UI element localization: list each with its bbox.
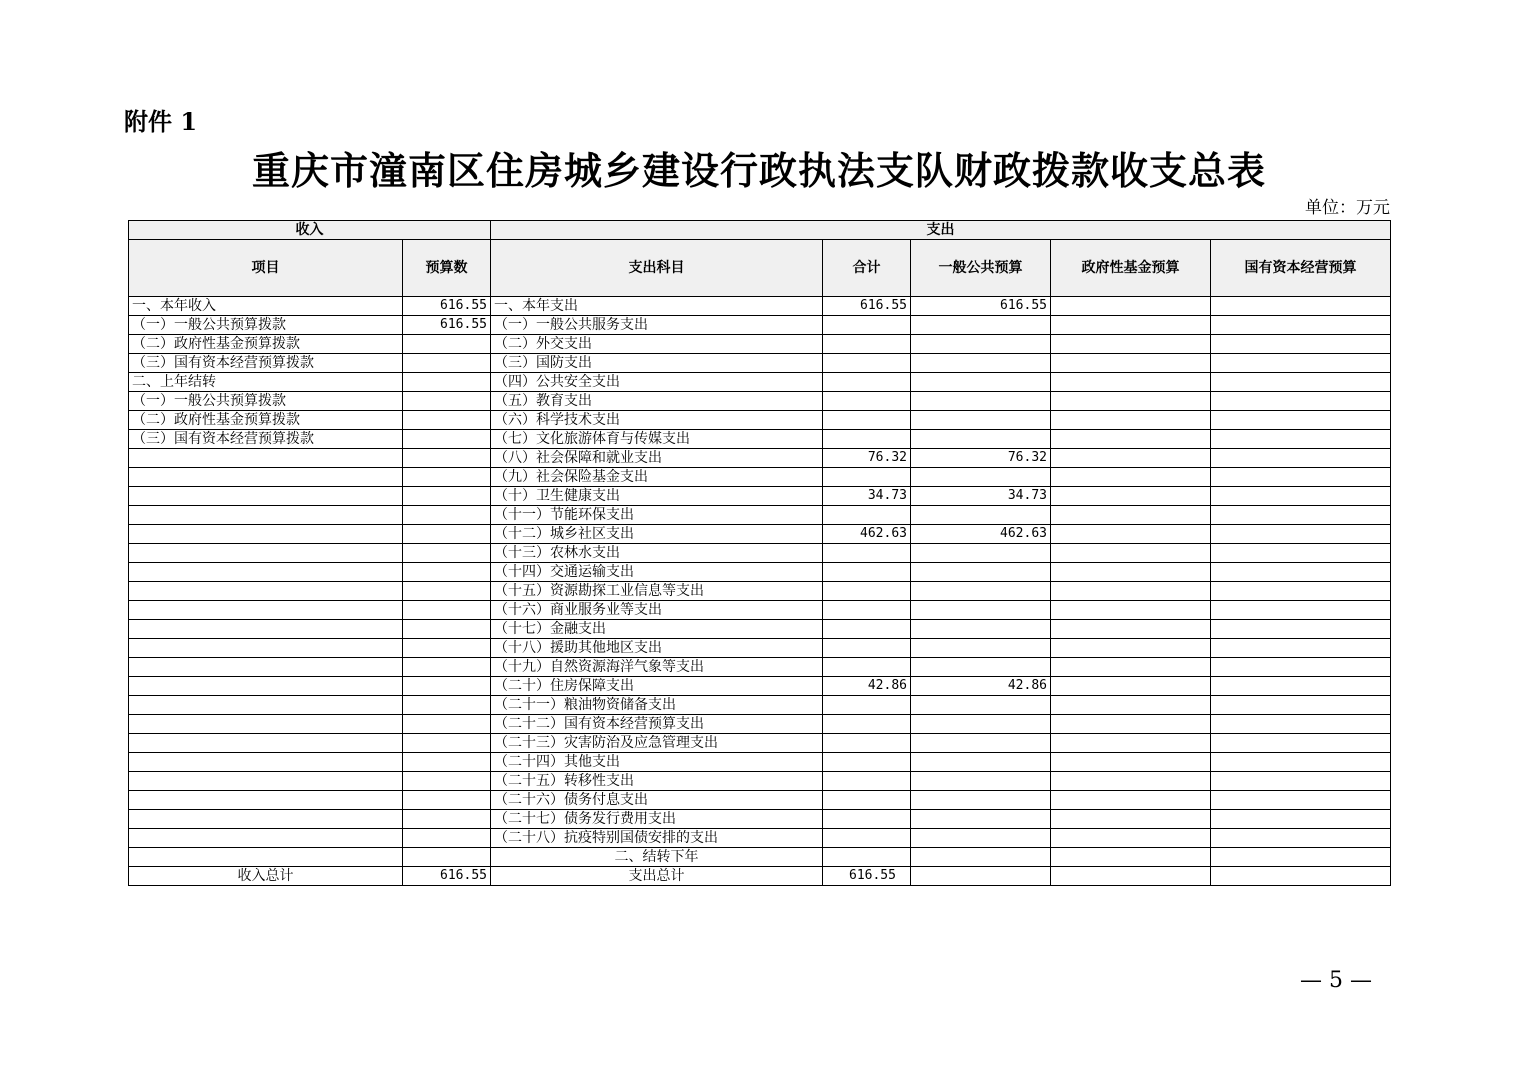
row-general (911, 639, 1051, 658)
row-capital (1211, 677, 1391, 696)
row-capital (1211, 563, 1391, 582)
page-number: — 5 — (1300, 968, 1372, 993)
row-capital (1211, 392, 1391, 411)
row-general (911, 544, 1051, 563)
row-total (823, 601, 911, 620)
header-row-groups (129, 221, 1391, 240)
row-fund (1051, 677, 1211, 696)
row-total (823, 468, 911, 487)
table-row (129, 373, 1391, 392)
row-subject: （二十七）债务发行费用支出 (491, 810, 823, 829)
table-row (129, 639, 1391, 658)
row-fund (1051, 753, 1211, 772)
row-subject: （九）社会保险基金支出 (491, 468, 823, 487)
table-row (129, 658, 1391, 677)
row-general (911, 791, 1051, 810)
row-budget (403, 449, 491, 468)
row-general (911, 392, 1051, 411)
row-total (823, 544, 911, 563)
row-general (911, 696, 1051, 715)
row-subject: （三）国防支出 (491, 354, 823, 373)
row-capital (1211, 411, 1391, 430)
row-budget (403, 601, 491, 620)
table-row (129, 715, 1391, 734)
row-fund (1051, 316, 1211, 335)
row-total (823, 563, 911, 582)
row-budget (403, 544, 491, 563)
row-capital (1211, 791, 1391, 810)
row-general (911, 753, 1051, 772)
row-fund (1051, 601, 1211, 620)
row-general (911, 582, 1051, 601)
row-total (823, 392, 911, 411)
table-row (129, 411, 1391, 430)
row-capital (1211, 658, 1391, 677)
row-total: 42.86 (823, 677, 911, 696)
row-fund (1051, 506, 1211, 525)
unit-label: 单位：万元 (1305, 198, 1390, 218)
row-fund (1051, 715, 1211, 734)
row-total (823, 791, 911, 810)
row-general (911, 316, 1051, 335)
row-budget (403, 582, 491, 601)
row-item (129, 658, 403, 677)
row-general (911, 506, 1051, 525)
row-item (129, 563, 403, 582)
row-item (129, 620, 403, 639)
row-budget (403, 696, 491, 715)
row-total (823, 734, 911, 753)
row-budget: 616.55 (403, 316, 491, 335)
row-subject: （十四）交通运输支出 (491, 563, 823, 582)
row-budget (403, 772, 491, 791)
row-general: 34.73 (911, 487, 1051, 506)
row-subject: （十七）金融支出 (491, 620, 823, 639)
row-fund (1051, 582, 1211, 601)
row-item (129, 848, 403, 867)
row-capital (1211, 449, 1391, 468)
row-total: 616.55 (823, 867, 911, 886)
row-item (129, 696, 403, 715)
row-fund (1051, 354, 1211, 373)
table-body (129, 297, 1391, 886)
row-budget (403, 639, 491, 658)
header-general-budget: 一般公共预算 (911, 240, 1051, 297)
carry-forward-row (129, 848, 1391, 867)
row-budget (403, 715, 491, 734)
row-subject: （七）文化旅游体育与传媒支出 (491, 430, 823, 449)
table-row (129, 449, 1391, 468)
row-fund (1051, 411, 1211, 430)
header-row-columns (129, 240, 1391, 297)
table-row (129, 601, 1391, 620)
row-general (911, 867, 1051, 886)
row-total (823, 810, 911, 829)
row-capital (1211, 601, 1391, 620)
row-total (823, 753, 911, 772)
row-total (823, 772, 911, 791)
table-row (129, 392, 1391, 411)
row-capital (1211, 582, 1391, 601)
table-row (129, 677, 1391, 696)
header-state-capital-budget: 国有资本经营预算 (1211, 240, 1391, 297)
row-item: 二、上年结转 (129, 373, 403, 392)
row-total (823, 335, 911, 354)
row-fund (1051, 297, 1211, 316)
row-item: 收入总计 (129, 867, 403, 886)
row-capital (1211, 316, 1391, 335)
row-capital (1211, 468, 1391, 487)
table-row (129, 620, 1391, 639)
row-general: 616.55 (911, 297, 1051, 316)
row-general (911, 658, 1051, 677)
row-budget (403, 563, 491, 582)
row-budget: 616.55 (403, 297, 491, 316)
row-general (911, 354, 1051, 373)
row-total (823, 582, 911, 601)
table-row (129, 544, 1391, 563)
row-subject: （十九）自然资源海洋气象等支出 (491, 658, 823, 677)
row-capital (1211, 354, 1391, 373)
row-budget (403, 677, 491, 696)
row-subject: （二十一）粮油物资储备支出 (491, 696, 823, 715)
row-total (823, 658, 911, 677)
attachment-label: 附件 1 (124, 107, 198, 136)
row-item (129, 468, 403, 487)
row-fund (1051, 335, 1211, 354)
table-row (129, 582, 1391, 601)
row-fund (1051, 525, 1211, 544)
table-row (129, 563, 1391, 582)
table-row (129, 316, 1391, 335)
row-budget (403, 506, 491, 525)
row-subject: 一、本年支出 (491, 297, 823, 316)
row-fund (1051, 373, 1211, 392)
row-item (129, 734, 403, 753)
table-row (129, 791, 1391, 810)
row-fund (1051, 829, 1211, 848)
row-budget (403, 810, 491, 829)
table-row (129, 297, 1391, 316)
row-total (823, 506, 911, 525)
row-total: 76.32 (823, 449, 911, 468)
table-row (129, 829, 1391, 848)
row-subject: （十八）援助其他地区支出 (491, 639, 823, 658)
row-item (129, 449, 403, 468)
row-budget (403, 734, 491, 753)
row-total: 616.55 (823, 297, 911, 316)
row-total (823, 829, 911, 848)
row-general (911, 411, 1051, 430)
row-subject: （十三）农林水支出 (491, 544, 823, 563)
row-budget (403, 620, 491, 639)
row-subject: （六）科学技术支出 (491, 411, 823, 430)
row-general (911, 468, 1051, 487)
row-fund (1051, 487, 1211, 506)
row-item (129, 772, 403, 791)
row-item: （二）政府性基金预算拨款 (129, 335, 403, 354)
row-total (823, 316, 911, 335)
table-row (129, 468, 1391, 487)
row-subject: （十二）城乡社区支出 (491, 525, 823, 544)
row-item (129, 829, 403, 848)
page-title: 重庆市潼南区住房城乡建设行政执法支队财政拨款收支总表 (251, 148, 1266, 193)
table-row (129, 335, 1391, 354)
row-item (129, 810, 403, 829)
row-item (129, 677, 403, 696)
table-row (129, 487, 1391, 506)
row-capital (1211, 753, 1391, 772)
header-gov-fund-budget: 政府性基金预算 (1051, 240, 1211, 297)
row-general (911, 335, 1051, 354)
row-item (129, 582, 403, 601)
row-capital (1211, 772, 1391, 791)
row-capital (1211, 525, 1391, 544)
row-capital (1211, 506, 1391, 525)
header-expense-subject: 支出科目 (491, 240, 823, 297)
row-budget (403, 829, 491, 848)
row-general (911, 430, 1051, 449)
row-general (911, 715, 1051, 734)
row-general (911, 734, 1051, 753)
row-item: （二）政府性基金预算拨款 (129, 411, 403, 430)
row-fund (1051, 430, 1211, 449)
row-budget (403, 525, 491, 544)
row-budget (403, 411, 491, 430)
row-capital (1211, 430, 1391, 449)
row-item: （三）国有资本经营预算拨款 (129, 430, 403, 449)
row-fund (1051, 696, 1211, 715)
row-capital (1211, 829, 1391, 848)
table-row (129, 810, 1391, 829)
row-fund (1051, 848, 1211, 867)
budget-table (128, 220, 1391, 886)
row-total (823, 715, 911, 734)
totals-row (129, 867, 1391, 886)
row-fund (1051, 791, 1211, 810)
row-fund (1051, 867, 1211, 886)
row-budget (403, 392, 491, 411)
row-subject: （五）教育支出 (491, 392, 823, 411)
row-fund (1051, 392, 1211, 411)
row-general: 76.32 (911, 449, 1051, 468)
row-item (129, 639, 403, 658)
row-subject: （二十六）债务付息支出 (491, 791, 823, 810)
table-row (129, 696, 1391, 715)
row-item: 一、本年收入 (129, 297, 403, 316)
row-item (129, 506, 403, 525)
row-total: 34.73 (823, 487, 911, 506)
row-capital (1211, 639, 1391, 658)
row-general (911, 601, 1051, 620)
row-item: （三）国有资本经营预算拨款 (129, 354, 403, 373)
row-item (129, 791, 403, 810)
row-capital (1211, 810, 1391, 829)
row-subject: （八）社会保障和就业支出 (491, 449, 823, 468)
row-item (129, 544, 403, 563)
row-subject: （四）公共安全支出 (491, 373, 823, 392)
row-budget: 616.55 (403, 867, 491, 886)
row-capital (1211, 696, 1391, 715)
row-capital (1211, 373, 1391, 392)
row-subject: （十一）节能环保支出 (491, 506, 823, 525)
row-capital (1211, 715, 1391, 734)
row-fund (1051, 810, 1211, 829)
row-total (823, 373, 911, 392)
header-item: 项目 (129, 240, 403, 297)
row-general (911, 620, 1051, 639)
row-total (823, 430, 911, 449)
table-row (129, 354, 1391, 373)
row-general: 42.86 (911, 677, 1051, 696)
table-row (129, 772, 1391, 791)
row-budget (403, 791, 491, 810)
row-fund (1051, 544, 1211, 563)
row-subject: 支出总计 (491, 867, 823, 886)
row-total (823, 848, 911, 867)
row-budget (403, 373, 491, 392)
row-fund (1051, 449, 1211, 468)
row-budget (403, 430, 491, 449)
row-subject: （二十四）其他支出 (491, 753, 823, 772)
table-row (129, 753, 1391, 772)
row-budget (403, 848, 491, 867)
header-budget: 预算数 (403, 240, 491, 297)
row-general (911, 848, 1051, 867)
row-budget (403, 468, 491, 487)
row-subject: （二）外交支出 (491, 335, 823, 354)
table-row (129, 525, 1391, 544)
row-total: 462.63 (823, 525, 911, 544)
row-general (911, 810, 1051, 829)
header-total: 合计 (823, 240, 911, 297)
row-total (823, 620, 911, 639)
row-total (823, 639, 911, 658)
row-subject: （二十二）国有资本经营预算支出 (491, 715, 823, 734)
row-total (823, 354, 911, 373)
row-item (129, 753, 403, 772)
table-row (129, 734, 1391, 753)
row-capital (1211, 848, 1391, 867)
header-income: 收入 (129, 221, 491, 240)
row-budget (403, 658, 491, 677)
row-general (911, 829, 1051, 848)
row-fund (1051, 734, 1211, 753)
row-subject: （十五）资源勘探工业信息等支出 (491, 582, 823, 601)
row-capital (1211, 297, 1391, 316)
row-capital (1211, 620, 1391, 639)
row-subject: （二十八）抗疫特别国债安排的支出 (491, 829, 823, 848)
row-capital (1211, 734, 1391, 753)
row-total (823, 411, 911, 430)
row-general (911, 373, 1051, 392)
table-row (129, 506, 1391, 525)
row-capital (1211, 335, 1391, 354)
row-general (911, 563, 1051, 582)
row-fund (1051, 620, 1211, 639)
row-capital (1211, 544, 1391, 563)
row-subject: （一）一般公共服务支出 (491, 316, 823, 335)
row-subject: （二十三）灾害防治及应急管理支出 (491, 734, 823, 753)
table-row (129, 430, 1391, 449)
row-item (129, 525, 403, 544)
row-budget (403, 354, 491, 373)
row-subject: 二、结转下年 (491, 848, 823, 867)
row-fund (1051, 563, 1211, 582)
row-item: （一）一般公共预算拨款 (129, 392, 403, 411)
row-budget (403, 753, 491, 772)
row-general: 462.63 (911, 525, 1051, 544)
row-fund (1051, 639, 1211, 658)
header-expense: 支出 (491, 221, 1391, 240)
row-item: （一）一般公共预算拨款 (129, 316, 403, 335)
row-total (823, 696, 911, 715)
row-subject: （二十五）转移性支出 (491, 772, 823, 791)
row-capital (1211, 487, 1391, 506)
row-subject: （二十）住房保障支出 (491, 677, 823, 696)
row-subject: （十）卫生健康支出 (491, 487, 823, 506)
row-item (129, 715, 403, 734)
row-budget (403, 335, 491, 354)
row-fund (1051, 772, 1211, 791)
row-item (129, 601, 403, 620)
row-capital (1211, 867, 1391, 886)
row-general (911, 772, 1051, 791)
row-subject: （十六）商业服务业等支出 (491, 601, 823, 620)
row-fund (1051, 468, 1211, 487)
row-fund (1051, 658, 1211, 677)
row-budget (403, 487, 491, 506)
row-item (129, 487, 403, 506)
